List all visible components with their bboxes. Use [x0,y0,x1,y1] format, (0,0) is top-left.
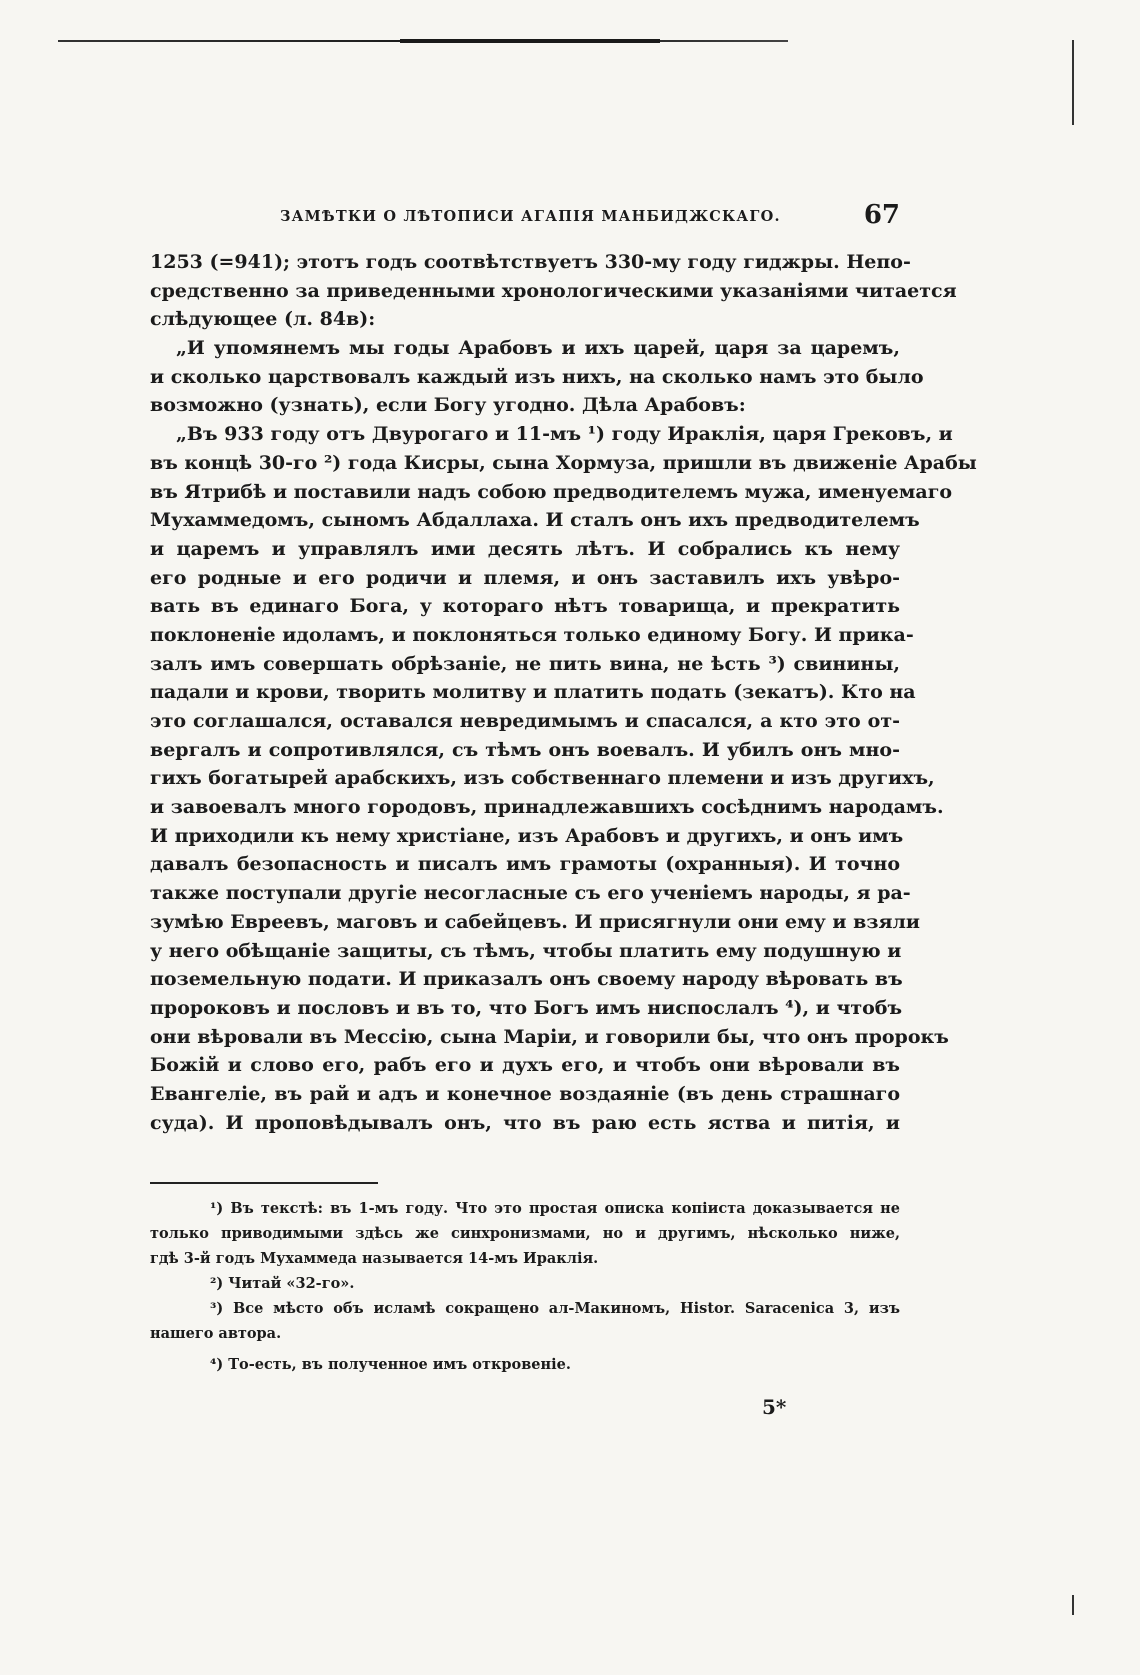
footnote-line: гдѣ 3-й годъ Мухаммеда называется 14-мъ Ираклія. [150,1250,599,1267]
body-line: поземельную подати. И приказалъ онъ своему народу вѣровать въ [150,968,903,991]
body-line: „Въ 933 году отъ Двурогаго и 11-мъ ¹) году Ираклія, царя Грековъ, и [176,423,953,446]
body-line: также поступали другіе несогласные съ его ученіемъ народы, я ра- [150,882,911,905]
footnote-line: ²) Читай «32-го». [210,1275,355,1292]
footnote-line: нашего автора. [150,1325,282,1342]
body-line: и сколько царствовалъ каждый изъ нихъ, на сколько намъ это было [150,365,924,388]
body-line: 1253 (=941); этотъ годъ соотвѣтствуетъ 330-му году гиджры. Непо- [150,251,911,273]
body-line: „И упомянемъ мы годы Арабовъ и ихъ царей, царя за царемъ, [176,337,900,360]
body-line: они вѣровали въ Мессію, сына Маріи, и говорили бы, что онъ пророкъ [150,1025,949,1048]
edge-mark-bottom [1072,1595,1074,1615]
body-line: средственно за приведенными хронологическими указаніями читается [150,279,957,302]
body-line: И приходили къ нему христіане, изъ Арабовъ и другихъ, и онъ имъ [150,824,904,847]
body-line: слѣдующее (л. 84в): [150,308,376,331]
body-line: въ Ятрибѣ и поставили надъ собою предводителемъ мужа, именуемаго [150,480,953,503]
body-line: возможно (узнать), если Богу угодно. Дѣла Арабовъ: [150,394,746,417]
running-title: ЗАМѢТКИ О ЛѢТОПИСИ АГАПІЯ МАНБИДЖСКАГО. [280,208,781,225]
footnote-line: ¹) Въ текстѣ: въ 1-мъ году. Что это простая описка копіиста доказывается не [210,1200,900,1217]
signature-mark: 5* [762,1395,787,1419]
page-number: 67 [863,200,900,230]
body-line: и царемъ и управлялъ ими десять лѣтъ. И собрались къ нему [150,537,900,560]
body-line: падали и крови, творить молитву и платить подать (зекатъ). Кто на [150,681,916,704]
footnote-line: только приводимыми здѣсь же синхронизмами, но и другимъ, нѣсколько ниже, [150,1225,900,1242]
footnote-rule [150,1182,378,1184]
footnotes [150,1196,900,1377]
footnote-1 [150,1196,900,1271]
body-line: суда). И проповѣдывалъ онъ, что въ раю есть яства и питія, и [150,1111,900,1134]
running-head [280,200,900,236]
footnote-4 [150,1352,900,1377]
body-line: Евангеліе, въ рай и адъ и конечное воздаяніе (въ день страшнаго [150,1082,900,1105]
body-line: у него обѣщаніе защиты, съ тѣмъ, чтобы платить ему подушную и [150,939,902,962]
footnote-line: ⁴) То-есть, въ полученное имъ откровеніе. [210,1356,571,1373]
body-line: его родные и его родичи и племя, и онъ заставилъ ихъ увѣро- [150,566,900,589]
body-line: поклоненіе идоламъ, и поклоняться только единому Богу. И прика- [150,623,914,646]
body-line: вать въ единаго Бога, у котораго нѣтъ товарища, и прекратить [150,595,900,618]
body-line: давалъ безопасность и писалъ имъ грамоты (охранныя). И точно [150,853,900,876]
footnote-2 [150,1271,900,1296]
body-line: Мухаммедомъ, сыномъ Абдаллаха. И сталъ онъ ихъ предводителемъ [150,509,920,532]
footnote-line: ³) Все мѣсто объ исламѣ сокращено ал-Макиномъ, Histor. Saracenica 3, изъ [210,1300,900,1317]
body-line: Божій и слово его, рабъ его и духъ его, и чтобъ они вѣровали въ [150,1054,900,1077]
body-line: залъ имъ совершать обрѣзаніе, не пить вина, не ѣсть ³) свинины, [150,652,900,675]
body-line: зумѣю Евреевъ, маговъ и сабейцевъ. И присягнули они ему и взяли [150,910,920,933]
body-line: это соглашался, оставался невредимымъ и спасался, а кто это от- [150,710,900,732]
body-line: гихъ богатырей арабскихъ, изъ собственнаго племени и изъ другихъ, [150,767,935,790]
top-rule-thick [400,39,660,43]
footnote-3 [150,1296,900,1346]
body-line: и завоевалъ много городовъ, принадлежавшихъ сосѣднимъ народамъ. [150,796,944,819]
body-line: вергалъ и сопротивлялся, съ тѣмъ онъ воевалъ. И убилъ онъ мно- [150,738,900,761]
edge-mark-top [1072,40,1074,125]
body-line: въ концѣ 30-го ²) года Кисры, сына Хормуза, пришли въ движеніе Арабы [150,451,977,474]
body-line: пророковъ и пословъ и въ то, что Богъ имъ ниспослалъ ⁴), и чтобъ [150,996,903,1019]
body-text [150,248,977,1137]
